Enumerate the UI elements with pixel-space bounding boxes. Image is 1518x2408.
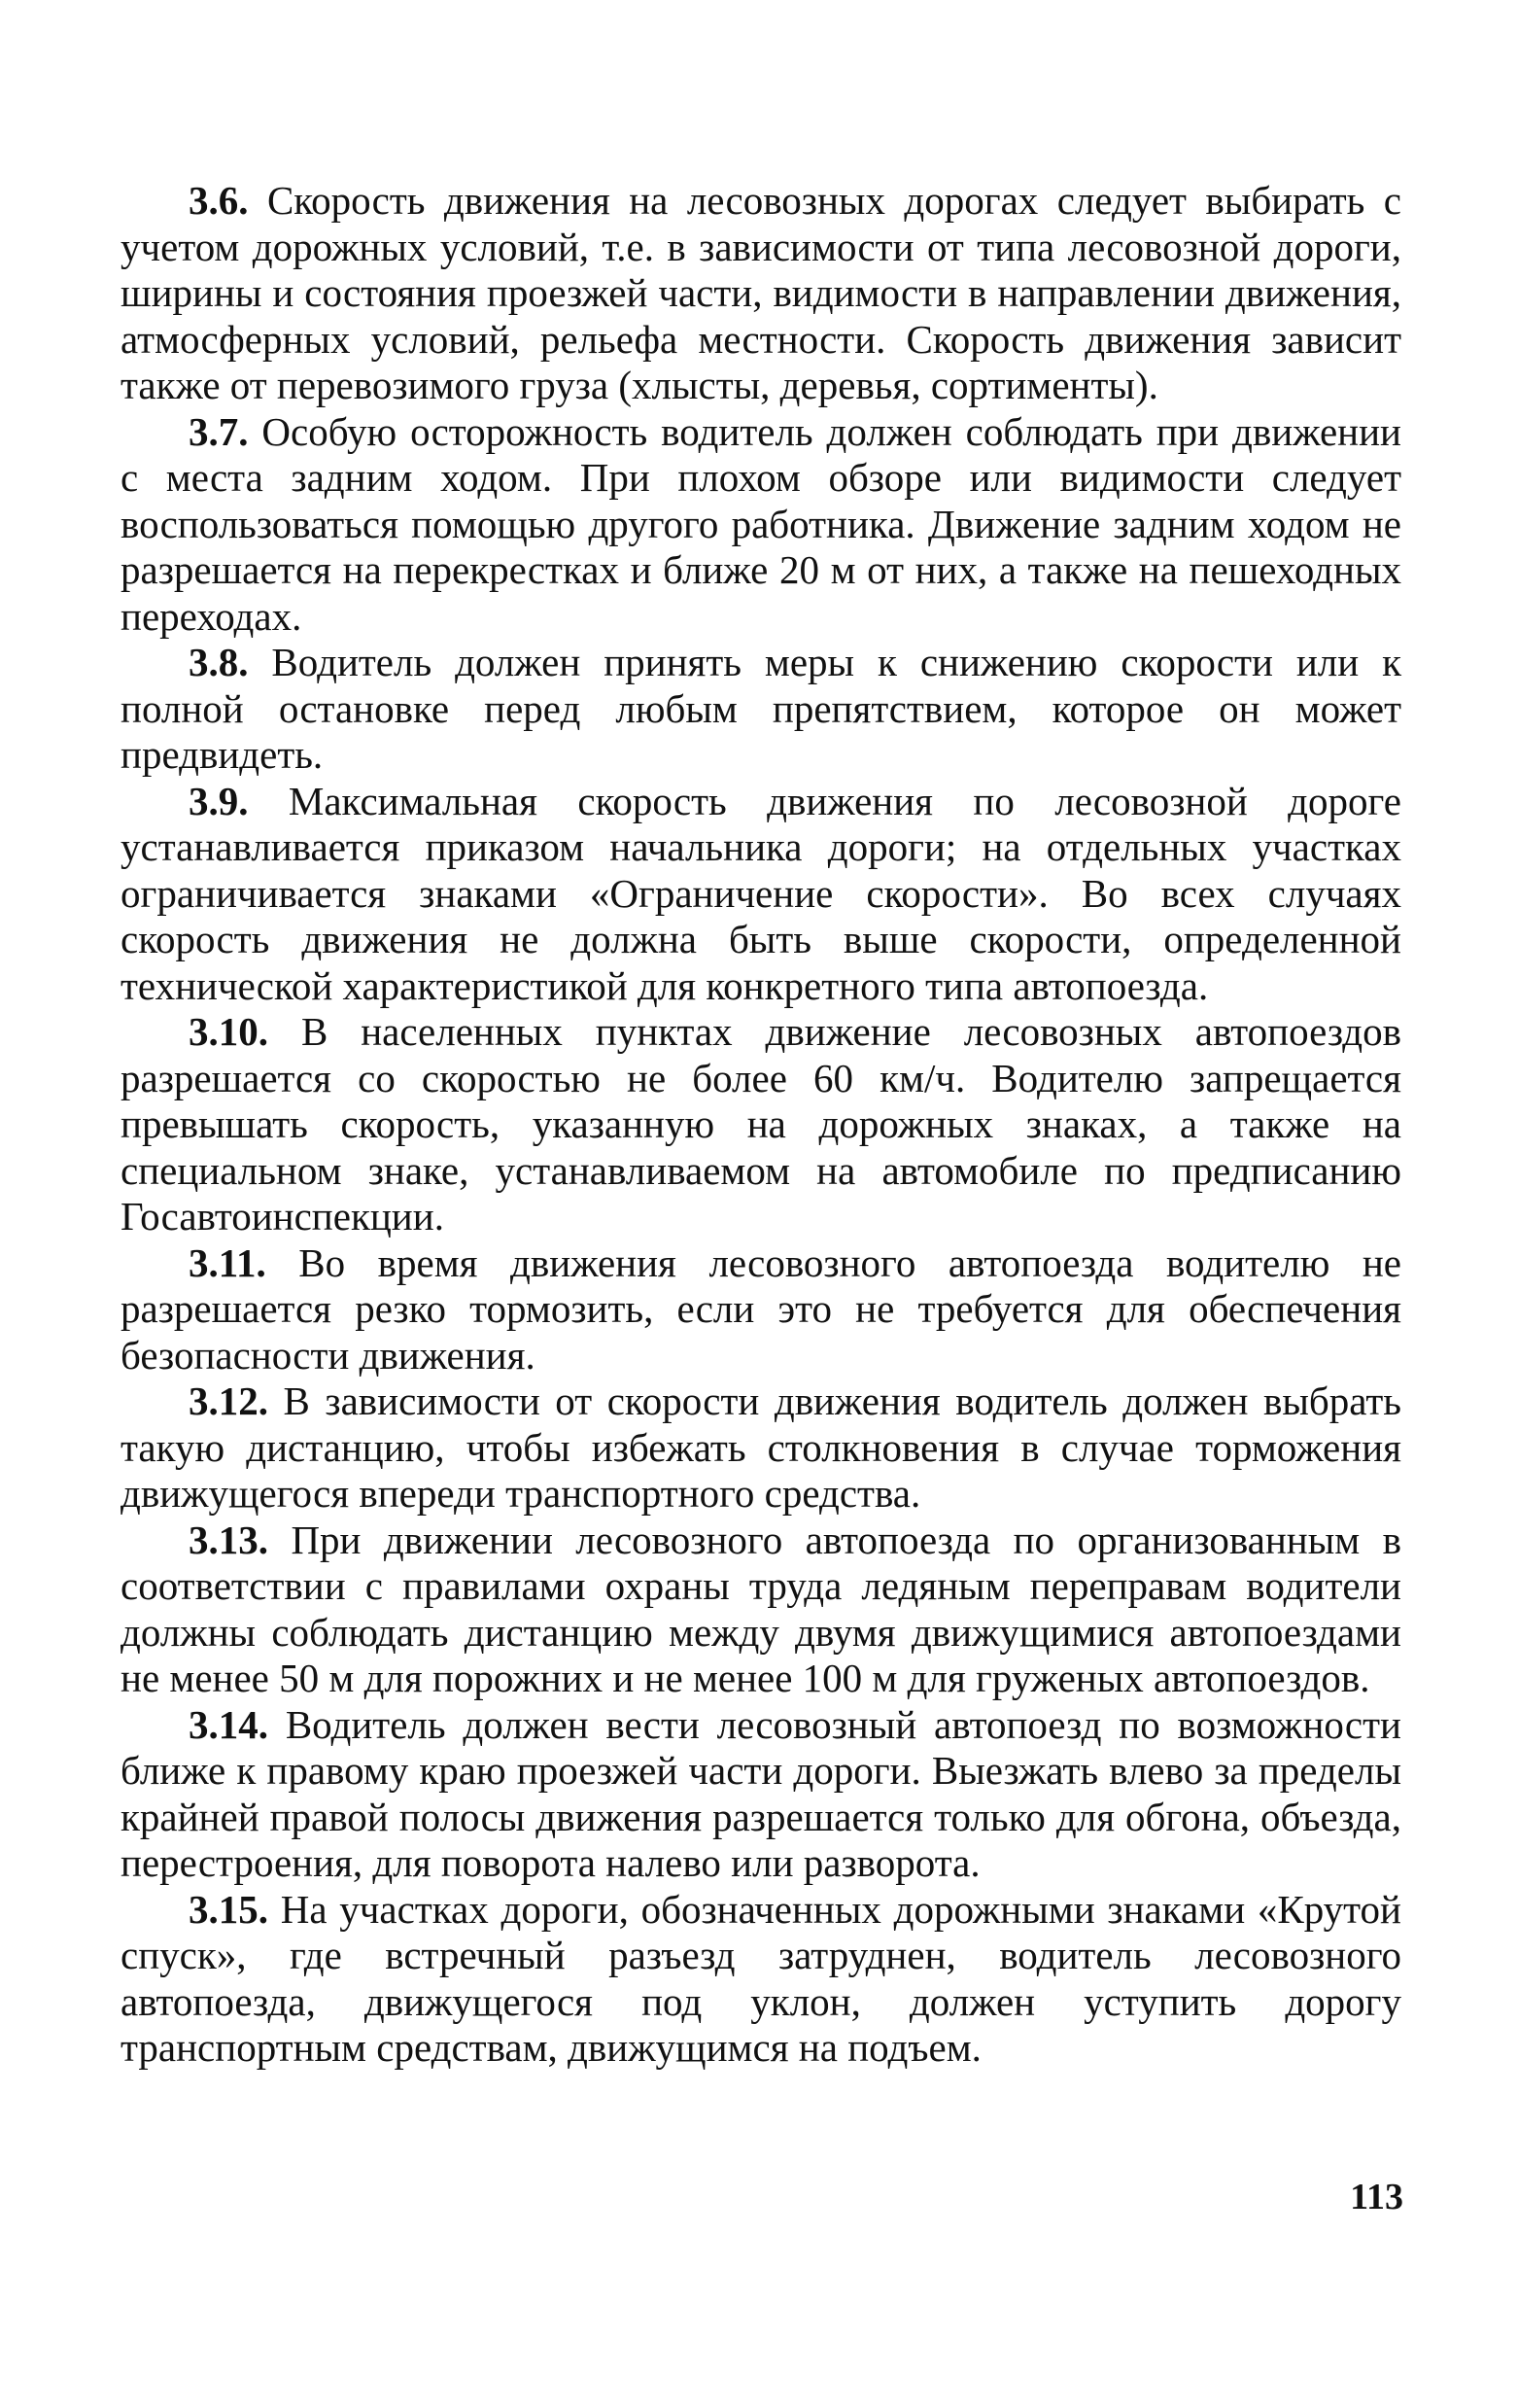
paragraph-3-15 xyxy=(121,1887,1401,2072)
paragraph-number: 3.11. xyxy=(189,1239,266,1285)
paragraph-number: 3.8. xyxy=(189,640,249,684)
paragraph-3-14 xyxy=(121,1702,1401,1887)
paragraph-number: 3.10. xyxy=(189,1009,268,1054)
paragraph-text: При движении лесовозного автопоезда по организованным в соответствии с правилами охраны труда ледяным переправам водители должны соблюдать дистанцию между двумя движущимися автопоездами не менее 50 м для порожних и не менее 100 м для груженых автопоездов. xyxy=(121,1517,1401,1700)
paragraph-3-6 xyxy=(121,178,1401,409)
paragraph-3-11 xyxy=(121,1240,1401,1379)
paragraph-text: Во время движения лесовозного автопоезда водителю не разрешается резко тормозить, если это не требуется для обеспечения безопасности движения. xyxy=(121,1239,1402,1378)
paragraph-3-12 xyxy=(121,1378,1401,1518)
paragraph-number: 3.6. xyxy=(189,178,249,223)
paragraph-number: 3.9. xyxy=(189,778,249,823)
paragraph-text: Водитель должен принять меры к снижению скорости или к полной остановке перед любым препятствием, которое он может предвидеть. xyxy=(121,640,1402,777)
body-text xyxy=(121,178,1401,2072)
paragraph-3-8 xyxy=(121,640,1401,779)
paragraph-3-13 xyxy=(121,1518,1401,1702)
paragraph-text: Скорость движения на лесовозных дорогах следует выбирать с учетом дорожных условий, т.е. в зависимости от типа лесовозной дороги, ширины и состояния проезжей части, видимости в направлении движения, атмосферных условий, рельефа местности. Скорость движения зависит также от перевозимого груза (хлысты, деревья, сортименты). xyxy=(121,178,1402,407)
paragraph-number: 3.14. xyxy=(189,1701,268,1747)
paragraph-number: 3.13. xyxy=(189,1517,268,1562)
paragraph-text: Максимальная скорость движения по лесовозной дороге устанавливается приказом начальника дороги; на отдельных участках ограничивается знаками «Ограничение скорости». Во всех случаях скорость движения не должна быть выше скорости, определенной технической характеристикой для конкретного типа автопоезда. xyxy=(121,778,1402,1008)
paragraph-number: 3.15. xyxy=(189,1886,268,1932)
paragraph-number: 3.12. xyxy=(189,1378,268,1423)
paragraph-text: В зависимости от скорости движения водитель должен выбрать такую дистанцию, чтобы избежать столкновения в случае торможения движущегося впереди транспортного средства. xyxy=(121,1378,1401,1516)
paragraph-3-7 xyxy=(121,409,1401,641)
paragraph-3-10 xyxy=(121,1009,1401,1240)
paragraph-3-9 xyxy=(121,779,1401,1010)
paragraph-number: 3.7. xyxy=(189,408,249,454)
paragraph-text: На участках дороги, обозначенных дорожными знаками «Крутой спуск», где встречный разъезд затруднен, водитель лесовозного автопоезда, движущегося под уклон, должен уступить дорогу транспортным средствам, движущимся на подъем. xyxy=(121,1886,1402,2070)
paragraph-text: В населенных пунктах движение лесовозных автопоездов разрешается со скоростью не более 60 км/ч. Водителю запрещается превышать скорость, указанную на дорожных знаках, а также на специальном знаке, устанавливаемом на автомобиле по предписанию Госавтоинспекции. xyxy=(121,1009,1401,1239)
paragraph-text: Особую осторожность водитель должен соблюдать при движении с места задним ходом. При плохом обзоре или видимости следует воспользоваться помощью другого работника. Движение задним ходом не разрешается на перекрестках и ближе 20 м от них, а также на пешеходных переходах. xyxy=(121,408,1402,639)
paragraph-text: Водитель должен вести лесовозный автопоезд по возможности ближе к правому краю проезжей части дороги. Выезжать влево за пределы крайней правой полосы движения разрешается только для обгона, объезда, перестроения, для поворота налево или разворота. xyxy=(121,1701,1401,1885)
page-number: 113 xyxy=(1350,2177,1403,2217)
